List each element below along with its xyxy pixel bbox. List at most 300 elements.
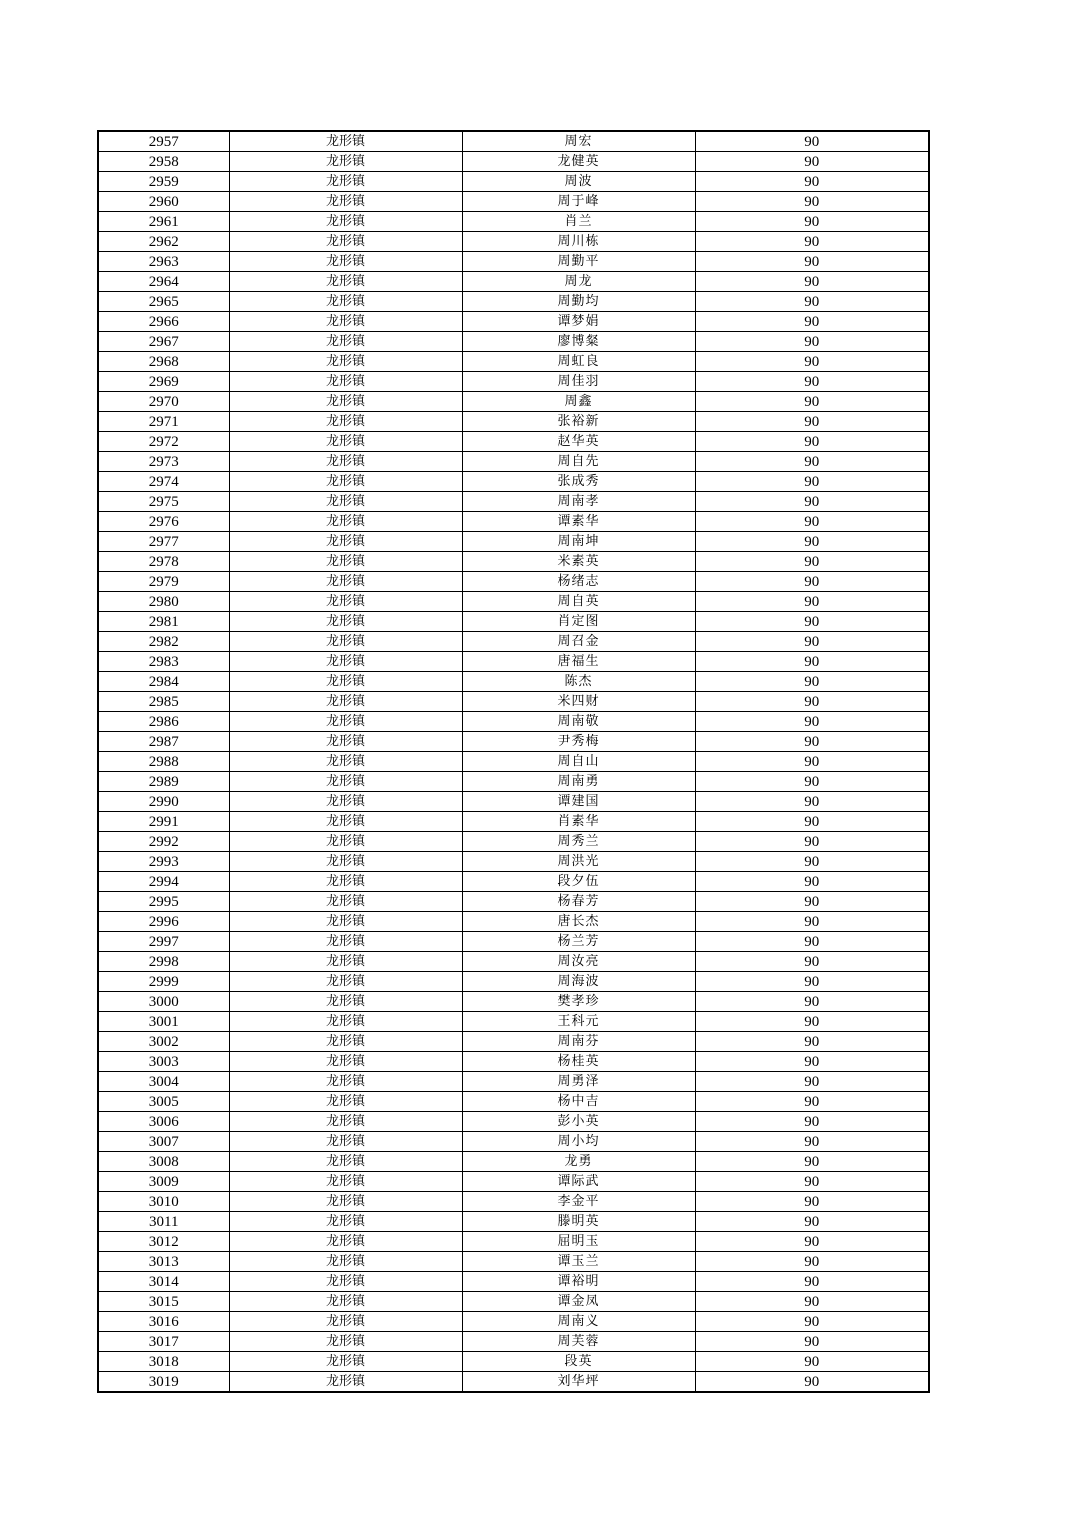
person-name-cell: 周洪光 xyxy=(462,852,695,872)
table-row xyxy=(98,1352,929,1372)
person-name-cell: 周自先 xyxy=(462,452,695,472)
person-name-cell: 陈杰 xyxy=(462,672,695,692)
table-row xyxy=(98,1052,929,1072)
row-number-cell: 2982 xyxy=(98,632,229,652)
person-name-cell: 杨兰芳 xyxy=(462,932,695,952)
town-cell: 龙形镇 xyxy=(229,852,462,872)
amount-cell: 90 xyxy=(695,792,929,812)
town-cell: 龙形镇 xyxy=(229,1292,462,1312)
row-number-cell: 3004 xyxy=(98,1072,229,1092)
person-name-cell: 杨春芳 xyxy=(462,892,695,912)
person-name-cell: 周汝亮 xyxy=(462,952,695,972)
town-cell: 龙形镇 xyxy=(229,692,462,712)
person-name-cell: 赵华英 xyxy=(462,432,695,452)
person-name-cell: 肖兰 xyxy=(462,212,695,232)
person-name-cell: 周龙 xyxy=(462,272,695,292)
table-row xyxy=(98,812,929,832)
person-name-cell: 谭金凤 xyxy=(462,1292,695,1312)
amount-cell: 90 xyxy=(695,972,929,992)
person-name-cell: 周虹良 xyxy=(462,352,695,372)
town-cell: 龙形镇 xyxy=(229,232,462,252)
person-name-cell: 龙健英 xyxy=(462,152,695,172)
table-body xyxy=(98,131,929,1392)
amount-cell: 90 xyxy=(695,732,929,752)
town-cell: 龙形镇 xyxy=(229,332,462,352)
amount-cell: 90 xyxy=(695,872,929,892)
town-cell: 龙形镇 xyxy=(229,592,462,612)
town-cell: 龙形镇 xyxy=(229,1332,462,1352)
person-name-cell: 周小均 xyxy=(462,1132,695,1152)
row-number-cell: 2990 xyxy=(98,792,229,812)
amount-cell: 90 xyxy=(695,772,929,792)
town-cell: 龙形镇 xyxy=(229,1052,462,1072)
town-cell: 龙形镇 xyxy=(229,252,462,272)
table-row xyxy=(98,892,929,912)
row-number-cell: 2976 xyxy=(98,512,229,532)
person-name-cell: 周波 xyxy=(462,172,695,192)
table-row xyxy=(98,1012,929,1032)
person-name-cell: 肖素华 xyxy=(462,812,695,832)
amount-cell: 90 xyxy=(695,652,929,672)
row-number-cell: 2978 xyxy=(98,552,229,572)
row-number-cell: 2983 xyxy=(98,652,229,672)
row-number-cell: 3012 xyxy=(98,1232,229,1252)
amount-cell: 90 xyxy=(695,1032,929,1052)
amount-cell: 90 xyxy=(695,452,929,472)
amount-cell: 90 xyxy=(695,552,929,572)
amount-cell: 90 xyxy=(695,832,929,852)
row-number-cell: 2969 xyxy=(98,372,229,392)
row-number-cell: 3011 xyxy=(98,1212,229,1232)
town-cell: 龙形镇 xyxy=(229,612,462,632)
person-name-cell: 屈明玉 xyxy=(462,1232,695,1252)
town-cell: 龙形镇 xyxy=(229,552,462,572)
person-name-cell: 米四财 xyxy=(462,692,695,712)
town-cell: 龙形镇 xyxy=(229,1212,462,1232)
person-name-cell: 张成秀 xyxy=(462,472,695,492)
table-row xyxy=(98,792,929,812)
row-number-cell: 2959 xyxy=(98,172,229,192)
table-row xyxy=(98,232,929,252)
person-name-cell: 周南孝 xyxy=(462,492,695,512)
table-row xyxy=(98,592,929,612)
row-number-cell: 3017 xyxy=(98,1332,229,1352)
amount-cell: 90 xyxy=(695,392,929,412)
town-cell: 龙形镇 xyxy=(229,632,462,652)
table-row xyxy=(98,412,929,432)
row-number-cell: 2973 xyxy=(98,452,229,472)
amount-cell: 90 xyxy=(695,532,929,552)
town-cell: 龙形镇 xyxy=(229,752,462,772)
town-cell: 龙形镇 xyxy=(229,812,462,832)
amount-cell: 90 xyxy=(695,672,929,692)
table-row xyxy=(98,172,929,192)
table-row xyxy=(98,372,929,392)
table-row xyxy=(98,392,929,412)
amount-cell: 90 xyxy=(695,292,929,312)
amount-cell: 90 xyxy=(695,131,929,152)
row-number-cell: 2979 xyxy=(98,572,229,592)
town-cell: 龙形镇 xyxy=(229,1132,462,1152)
amount-cell: 90 xyxy=(695,272,929,292)
table-row xyxy=(98,992,929,1012)
town-cell: 龙形镇 xyxy=(229,1072,462,1092)
person-name-cell: 彭小英 xyxy=(462,1112,695,1132)
town-cell: 龙形镇 xyxy=(229,1252,462,1272)
table-row xyxy=(98,692,929,712)
row-number-cell: 2960 xyxy=(98,192,229,212)
row-number-cell: 2996 xyxy=(98,912,229,932)
table-row xyxy=(98,1372,929,1393)
town-cell: 龙形镇 xyxy=(229,512,462,532)
person-name-cell: 周南敬 xyxy=(462,712,695,732)
table-row xyxy=(98,332,929,352)
person-name-cell: 廖博粲 xyxy=(462,332,695,352)
person-name-cell: 周勤平 xyxy=(462,252,695,272)
amount-cell: 90 xyxy=(695,312,929,332)
person-name-cell: 周芙蓉 xyxy=(462,1332,695,1352)
row-number-cell: 2992 xyxy=(98,832,229,852)
amount-cell: 90 xyxy=(695,1252,929,1272)
person-name-cell: 周佳羽 xyxy=(462,372,695,392)
table-row xyxy=(98,432,929,452)
town-cell: 龙形镇 xyxy=(229,892,462,912)
row-number-cell: 2972 xyxy=(98,432,229,452)
town-cell: 龙形镇 xyxy=(229,1352,462,1372)
table-row xyxy=(98,832,929,852)
amount-cell: 90 xyxy=(695,952,929,972)
person-name-cell: 肖定图 xyxy=(462,612,695,632)
amount-cell: 90 xyxy=(695,852,929,872)
table-row xyxy=(98,572,929,592)
amount-cell: 90 xyxy=(695,592,929,612)
amount-cell: 90 xyxy=(695,512,929,532)
table-row xyxy=(98,612,929,632)
table-row xyxy=(98,492,929,512)
row-number-cell: 3002 xyxy=(98,1032,229,1052)
row-number-cell: 2989 xyxy=(98,772,229,792)
town-cell: 龙形镇 xyxy=(229,1092,462,1112)
amount-cell: 90 xyxy=(695,1132,929,1152)
row-number-cell: 3018 xyxy=(98,1352,229,1372)
row-number-cell: 2975 xyxy=(98,492,229,512)
row-number-cell: 2962 xyxy=(98,232,229,252)
table-row xyxy=(98,772,929,792)
row-number-cell: 2968 xyxy=(98,352,229,372)
table-row xyxy=(98,652,929,672)
amount-cell: 90 xyxy=(695,1232,929,1252)
town-cell: 龙形镇 xyxy=(229,1272,462,1292)
amount-cell: 90 xyxy=(695,1312,929,1332)
row-number-cell: 3014 xyxy=(98,1272,229,1292)
town-cell: 龙形镇 xyxy=(229,152,462,172)
table-row xyxy=(98,1232,929,1252)
person-name-cell: 谭梦娟 xyxy=(462,312,695,332)
person-name-cell: 谭裕明 xyxy=(462,1272,695,1292)
person-name-cell: 周南芬 xyxy=(462,1032,695,1052)
amount-cell: 90 xyxy=(695,1052,929,1072)
amount-cell: 90 xyxy=(695,432,929,452)
person-name-cell: 周自英 xyxy=(462,592,695,612)
person-name-cell: 尹秀梅 xyxy=(462,732,695,752)
table-row xyxy=(98,972,929,992)
amount-cell: 90 xyxy=(695,152,929,172)
person-name-cell: 段英 xyxy=(462,1352,695,1372)
person-name-cell: 李金平 xyxy=(462,1192,695,1212)
amount-cell: 90 xyxy=(695,1012,929,1032)
town-cell: 龙形镇 xyxy=(229,832,462,852)
table-row xyxy=(98,1272,929,1292)
amount-cell: 90 xyxy=(695,1352,929,1372)
person-name-cell: 谭素华 xyxy=(462,512,695,532)
town-cell: 龙形镇 xyxy=(229,732,462,752)
person-name-cell: 张裕新 xyxy=(462,412,695,432)
amount-cell: 90 xyxy=(695,192,929,212)
person-name-cell: 滕明英 xyxy=(462,1212,695,1232)
person-name-cell: 周南勇 xyxy=(462,772,695,792)
town-cell: 龙形镇 xyxy=(229,1012,462,1032)
table-row xyxy=(98,272,929,292)
row-number-cell: 2981 xyxy=(98,612,229,632)
amount-cell: 90 xyxy=(695,1292,929,1312)
amount-cell: 90 xyxy=(695,632,929,652)
person-name-cell: 刘华坪 xyxy=(462,1372,695,1393)
table-row xyxy=(98,752,929,772)
amount-cell: 90 xyxy=(695,1372,929,1393)
row-number-cell: 2985 xyxy=(98,692,229,712)
amount-cell: 90 xyxy=(695,332,929,352)
town-cell: 龙形镇 xyxy=(229,1372,462,1393)
row-number-cell: 2995 xyxy=(98,892,229,912)
table-row xyxy=(98,1132,929,1152)
person-name-cell: 王科元 xyxy=(462,1012,695,1032)
table-row xyxy=(98,1172,929,1192)
town-cell: 龙形镇 xyxy=(229,1152,462,1172)
table-row xyxy=(98,672,929,692)
amount-cell: 90 xyxy=(695,812,929,832)
table-row xyxy=(98,1112,929,1132)
table-row xyxy=(98,152,929,172)
person-name-cell: 谭玉兰 xyxy=(462,1252,695,1272)
row-number-cell: 2963 xyxy=(98,252,229,272)
row-number-cell: 3008 xyxy=(98,1152,229,1172)
table-row xyxy=(98,192,929,212)
amount-cell: 90 xyxy=(695,1092,929,1112)
town-cell: 龙形镇 xyxy=(229,392,462,412)
table-row xyxy=(98,312,929,332)
row-number-cell: 3009 xyxy=(98,1172,229,1192)
table-row xyxy=(98,352,929,372)
table-row xyxy=(98,732,929,752)
town-cell: 龙形镇 xyxy=(229,1312,462,1332)
person-name-cell: 周鑫 xyxy=(462,392,695,412)
town-cell: 龙形镇 xyxy=(229,292,462,312)
amount-cell: 90 xyxy=(695,252,929,272)
amount-cell: 90 xyxy=(695,752,929,772)
town-cell: 龙形镇 xyxy=(229,192,462,212)
person-name-cell: 周南坤 xyxy=(462,532,695,552)
amount-cell: 90 xyxy=(695,612,929,632)
amount-cell: 90 xyxy=(695,932,929,952)
town-cell: 龙形镇 xyxy=(229,712,462,732)
person-name-cell: 唐长杰 xyxy=(462,912,695,932)
amount-cell: 90 xyxy=(695,1332,929,1352)
table-row xyxy=(98,952,929,972)
town-cell: 龙形镇 xyxy=(229,652,462,672)
person-name-cell: 唐福生 xyxy=(462,652,695,672)
row-number-cell: 2998 xyxy=(98,952,229,972)
row-number-cell: 3007 xyxy=(98,1132,229,1152)
amount-cell: 90 xyxy=(695,912,929,932)
town-cell: 龙形镇 xyxy=(229,1232,462,1252)
row-number-cell: 2957 xyxy=(98,131,229,152)
table-row xyxy=(98,472,929,492)
person-name-cell: 周勇泽 xyxy=(462,1072,695,1092)
town-cell: 龙形镇 xyxy=(229,1172,462,1192)
town-cell: 龙形镇 xyxy=(229,352,462,372)
table-row xyxy=(98,252,929,272)
person-name-cell: 杨中吉 xyxy=(462,1092,695,1112)
row-number-cell: 2987 xyxy=(98,732,229,752)
town-cell: 龙形镇 xyxy=(229,912,462,932)
row-number-cell: 3019 xyxy=(98,1372,229,1393)
row-number-cell: 2986 xyxy=(98,712,229,732)
amount-cell: 90 xyxy=(695,212,929,232)
table-row xyxy=(98,1192,929,1212)
town-cell: 龙形镇 xyxy=(229,472,462,492)
person-name-cell: 周秀兰 xyxy=(462,832,695,852)
row-number-cell: 3005 xyxy=(98,1092,229,1112)
row-number-cell: 2999 xyxy=(98,972,229,992)
person-name-cell: 周勤均 xyxy=(462,292,695,312)
table-row xyxy=(98,552,929,572)
amount-cell: 90 xyxy=(695,172,929,192)
amount-cell: 90 xyxy=(695,352,929,372)
town-cell: 龙形镇 xyxy=(229,972,462,992)
table-row xyxy=(98,532,929,552)
town-cell: 龙形镇 xyxy=(229,952,462,972)
amount-cell: 90 xyxy=(695,1112,929,1132)
row-number-cell: 2961 xyxy=(98,212,229,232)
person-name-cell: 段夕伍 xyxy=(462,872,695,892)
town-cell: 龙形镇 xyxy=(229,452,462,472)
row-number-cell: 3010 xyxy=(98,1192,229,1212)
table-row xyxy=(98,292,929,312)
town-cell: 龙形镇 xyxy=(229,872,462,892)
person-name-cell: 杨桂英 xyxy=(462,1052,695,1072)
town-cell: 龙形镇 xyxy=(229,372,462,392)
amount-cell: 90 xyxy=(695,1272,929,1292)
amount-cell: 90 xyxy=(695,1172,929,1192)
town-cell: 龙形镇 xyxy=(229,772,462,792)
person-name-cell: 周海波 xyxy=(462,972,695,992)
amount-cell: 90 xyxy=(695,372,929,392)
amount-cell: 90 xyxy=(695,892,929,912)
person-name-cell: 谭建国 xyxy=(462,792,695,812)
town-cell: 龙形镇 xyxy=(229,412,462,432)
town-cell: 龙形镇 xyxy=(229,1032,462,1052)
amount-cell: 90 xyxy=(695,1152,929,1172)
row-number-cell: 2977 xyxy=(98,532,229,552)
table-row xyxy=(98,1072,929,1092)
table-row xyxy=(98,1032,929,1052)
person-name-cell: 周宏 xyxy=(462,131,695,152)
table-row xyxy=(98,1252,929,1272)
row-number-cell: 2984 xyxy=(98,672,229,692)
town-cell: 龙形镇 xyxy=(229,432,462,452)
row-number-cell: 2994 xyxy=(98,872,229,892)
amount-cell: 90 xyxy=(695,692,929,712)
table-row xyxy=(98,1212,929,1232)
row-number-cell: 2970 xyxy=(98,392,229,412)
town-cell: 龙形镇 xyxy=(229,932,462,952)
person-name-cell: 樊孝珍 xyxy=(462,992,695,1012)
table-row xyxy=(98,131,929,152)
town-cell: 龙形镇 xyxy=(229,312,462,332)
table-row xyxy=(98,452,929,472)
row-number-cell: 2965 xyxy=(98,292,229,312)
row-number-cell: 3001 xyxy=(98,1012,229,1032)
table-row xyxy=(98,852,929,872)
row-number-cell: 2993 xyxy=(98,852,229,872)
row-number-cell: 2980 xyxy=(98,592,229,612)
person-name-cell: 谭际武 xyxy=(462,1172,695,1192)
table-row xyxy=(98,212,929,232)
row-number-cell: 2997 xyxy=(98,932,229,952)
town-cell: 龙形镇 xyxy=(229,272,462,292)
town-cell: 龙形镇 xyxy=(229,492,462,512)
amount-cell: 90 xyxy=(695,992,929,1012)
person-name-cell: 周召金 xyxy=(462,632,695,652)
table-row xyxy=(98,1152,929,1172)
table-row xyxy=(98,932,929,952)
person-name-cell: 米素英 xyxy=(462,552,695,572)
amount-cell: 90 xyxy=(695,472,929,492)
town-cell: 龙形镇 xyxy=(229,572,462,592)
table-row xyxy=(98,512,929,532)
town-cell: 龙形镇 xyxy=(229,792,462,812)
row-number-cell: 2967 xyxy=(98,332,229,352)
table-row xyxy=(98,1312,929,1332)
person-name-cell: 杨绪志 xyxy=(462,572,695,592)
town-cell: 龙形镇 xyxy=(229,1112,462,1132)
person-name-cell: 周于峰 xyxy=(462,192,695,212)
amount-cell: 90 xyxy=(695,712,929,732)
row-number-cell: 3015 xyxy=(98,1292,229,1312)
amount-cell: 90 xyxy=(695,492,929,512)
table-row xyxy=(98,872,929,892)
row-number-cell: 3003 xyxy=(98,1052,229,1072)
town-cell: 龙形镇 xyxy=(229,532,462,552)
person-name-cell: 周川栋 xyxy=(462,232,695,252)
person-name-cell: 周南义 xyxy=(462,1312,695,1332)
row-number-cell: 2974 xyxy=(98,472,229,492)
table-row xyxy=(98,912,929,932)
amount-cell: 90 xyxy=(695,412,929,432)
amount-cell: 90 xyxy=(695,1192,929,1212)
row-number-cell: 3000 xyxy=(98,992,229,1012)
amount-cell: 90 xyxy=(695,232,929,252)
table-row xyxy=(98,712,929,732)
town-cell: 龙形镇 xyxy=(229,172,462,192)
person-name-cell: 周自山 xyxy=(462,752,695,772)
row-number-cell: 3016 xyxy=(98,1312,229,1332)
row-number-cell: 3006 xyxy=(98,1112,229,1132)
row-number-cell: 3013 xyxy=(98,1252,229,1272)
amount-cell: 90 xyxy=(695,1212,929,1232)
table-row xyxy=(98,1292,929,1312)
amount-cell: 90 xyxy=(695,572,929,592)
